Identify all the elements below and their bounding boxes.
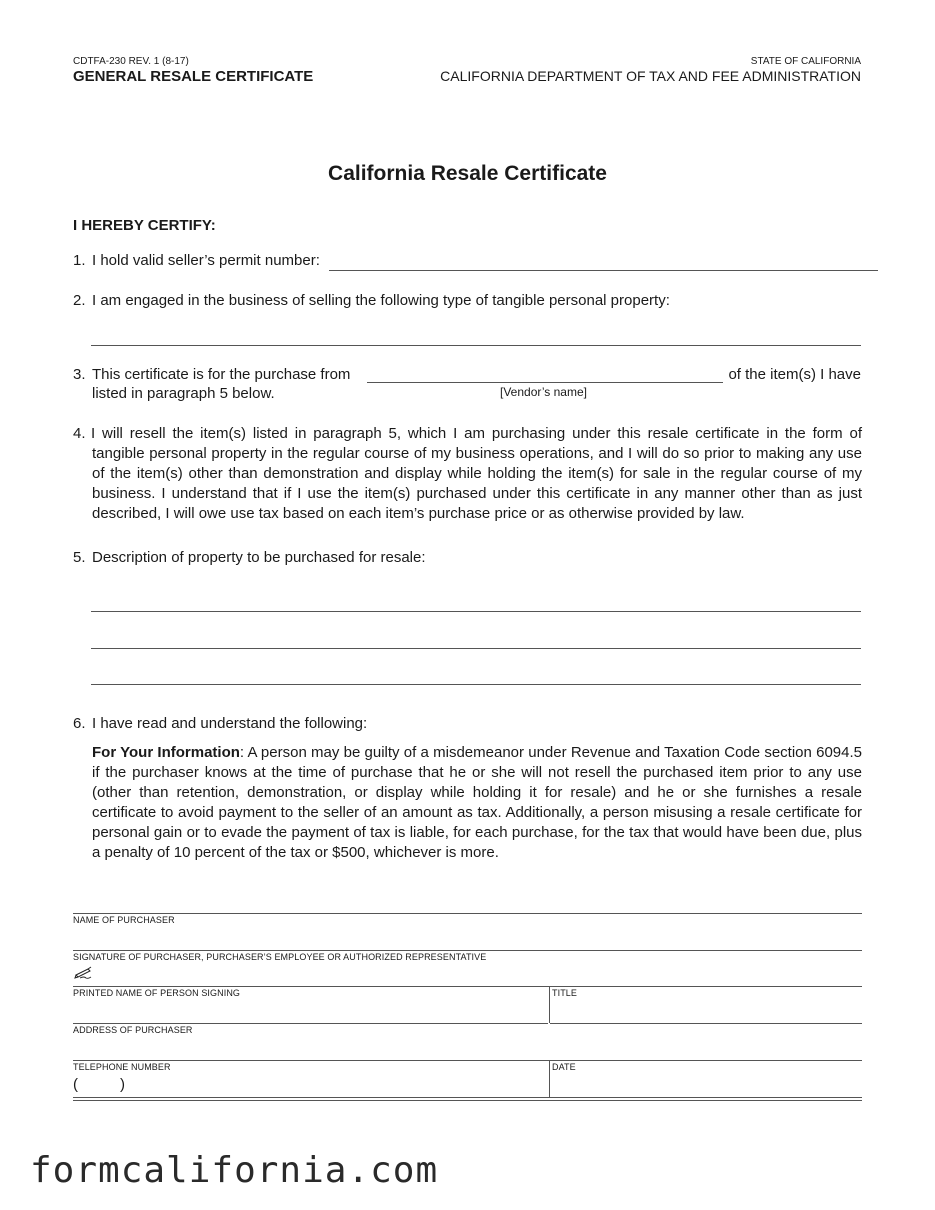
divider: [73, 1097, 862, 1098]
date-input[interactable]: [552, 1076, 860, 1096]
item-2-number: 2.: [73, 292, 86, 309]
item-2-text: I am engaged in the business of selling the following type of tangible personal property:: [92, 292, 670, 309]
date-label: DATE: [552, 1062, 576, 1072]
page-title: California Resale Certificate: [328, 162, 607, 185]
watermark: formcalifornia.com: [30, 1150, 439, 1191]
item-6-number: 6.: [73, 715, 86, 732]
property-type-input[interactable]: [91, 330, 861, 346]
divider: [73, 913, 862, 914]
divider: [73, 986, 96, 987]
item-5-number: 5.: [73, 549, 86, 566]
item-1-text: I hold valid seller’s permit number:: [92, 252, 320, 269]
sellers-permit-number-input[interactable]: [329, 256, 878, 271]
item-3-number: 3.: [73, 366, 86, 383]
signature-label: SIGNATURE OF PURCHASER, PURCHASER’S EMPLOYEE OR AUTHORIZED REPRESENTATIVE: [73, 952, 487, 962]
item-6-text: I have read and understand the following:: [92, 715, 368, 732]
printed-name-label: PRINTED NAME OF PERSON SIGNING: [73, 988, 241, 998]
description-line-3-input[interactable]: [91, 669, 861, 685]
state-label: STATE OF CALIFORNIA: [750, 56, 861, 67]
name-of-purchaser-input[interactable]: [73, 928, 862, 951]
item-1-number: 1.: [73, 252, 86, 269]
item-5-text: Description of property to be purchased for resale:: [92, 549, 426, 566]
vendor-name-input[interactable]: [367, 368, 723, 383]
phone-paren-close: ): [120, 1076, 125, 1093]
divider: [73, 1100, 862, 1101]
item-4-number: 4.: [73, 425, 86, 442]
printed-name-input[interactable]: [73, 1001, 548, 1024]
telephone-label: TELEPHONE NUMBER: [73, 1062, 171, 1072]
title-input[interactable]: [550, 1001, 862, 1024]
agency-name: CALIFORNIA DEPARTMENT OF TAX AND FEE ADMINISTRATION: [440, 68, 861, 84]
form-name: GENERAL RESALE CERTIFICATE: [73, 68, 314, 85]
description-line-1-input[interactable]: [91, 596, 861, 612]
item-3-text-a: This certificate is for the purchase from: [92, 366, 351, 383]
pen-icon: [74, 966, 94, 982]
field-separator: [549, 1060, 550, 1097]
form-id: CDTFA-230 REV. 1 (8-17): [73, 56, 189, 67]
address-input[interactable]: [73, 1038, 862, 1061]
vendor-name-caption: [Vendor’s name]: [500, 385, 587, 399]
item-4-text: I will resell the item(s) listed in paragraph 5, which I am purchasing under this resale certificate in the form of tangible personal property in the regular course of my business operations, and I will do so prior to making any use of the item(s) other than demonstration and display while holding the item(s) for sale in the regular course of my business. I understand that if I use the item(s) purchased under this certificate in any manner other than as just described, I will owe use tax based on each item’s purchase price or as otherwise provided by law.: [91, 425, 862, 522]
description-line-2-input[interactable]: [91, 633, 861, 649]
phone-paren-open: (: [73, 1076, 78, 1093]
fyi-paragraph: [92, 743, 862, 863]
item-3-text-b: of the item(s) I have: [728, 366, 861, 383]
name-of-purchaser-label: NAME OF PURCHASER: [73, 915, 175, 925]
address-label: ADDRESS OF PURCHASER: [73, 1025, 193, 1035]
title-label: TITLE: [552, 988, 578, 998]
fyi-label: For Your Information: [92, 744, 240, 761]
signature-input[interactable]: [96, 966, 862, 987]
item-3-text-c: listed in paragraph 5 below.: [92, 385, 275, 402]
telephone-input[interactable]: [130, 1076, 545, 1096]
certify-heading: I HEREBY CERTIFY:: [73, 217, 216, 234]
fyi-text: : A person may be guilty of a misdemeanor under Revenue and Taxation Code section 6094.5 if the purchaser knows at the time of purchase that he or she will not resell the purchased item prior to any use (other than retention, demonstration, or display while holding it for resale) and he or she furnishes a resale certificate to avoid payment to the seller of an amount as tax. Additionally, a person misusing a resale certificate for personal gain or to evade the payment of tax is liable, for each purchase, for the tax that would have been due, plus a penalty of 10 percent of the tax or $500, whichever is more.: [92, 744, 862, 861]
